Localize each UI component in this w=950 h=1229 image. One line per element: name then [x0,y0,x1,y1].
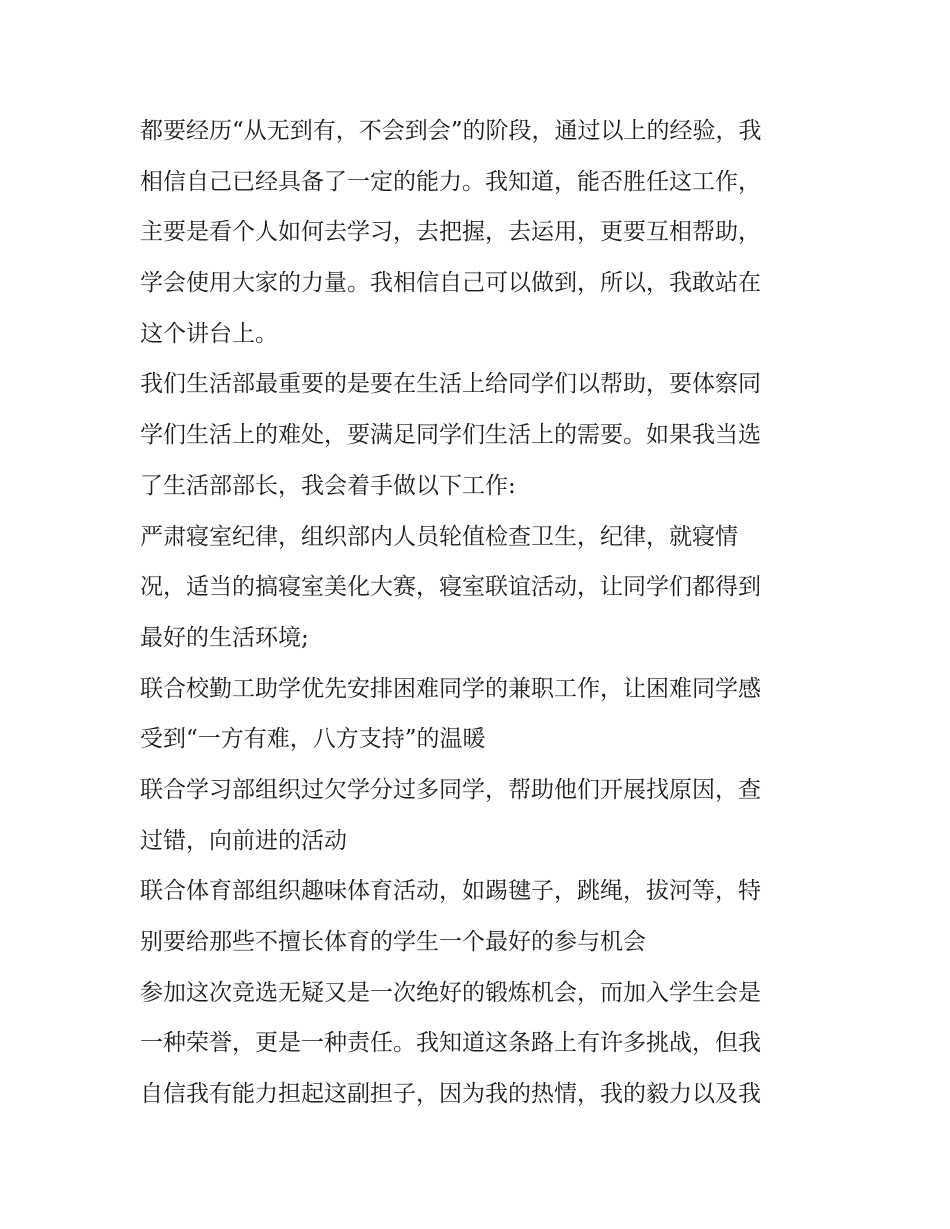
text-line: 这个讲台上。 [140,320,278,347]
text-line: 学会使用大家的力量。我相信自己可以做到，所以，我敢站在 [140,270,761,297]
body-text [140,106,812,1120]
text-line: 我们生活部最重要的是要在生活上给同学们以帮助，要体察同 [140,371,761,398]
text-line: 参加这次竞选无疑又是一次绝好的锻炼机会，而加入学生会是 [140,979,761,1006]
text-line: 自信我有能力担起这副担子，因为我的热情，我的毅力以及我 [140,1081,761,1108]
text-line: 况，适当的搞寝室美化大赛，寝室联谊活动，让同学们都得到 [140,574,761,601]
text-line: 联合校勤工助学优先安排困难同学的兼职工作，让困难同学感 [140,675,761,702]
text-line: 过错，向前进的活动 [140,827,347,854]
text-line: 相信自己已经具备了一定的能力。我知道，能否胜任这工作， [140,168,761,195]
text-line: 了生活部部长，我会着手做以下工作: [140,472,516,499]
text-line: 受到“一方有难，八方支持”的温暖 [140,726,486,753]
text-line: 都要经历“从无到有，不会到会”的阶段，通过以上的经验，我 [140,118,762,144]
text-line: 联合学习部组织过欠学分过多同学，帮助他们开展找原因，查 [140,776,761,803]
text-line: 一种荣誉，更是一种责任。我知道这条路上有许多挑战，但我 [140,1030,761,1057]
text-line: 严肃寝室纪律，组织部内人员轮值检查卫生，纪律，就寝情 [140,523,738,550]
text-line: 主要是看个人如何去学习，去把握，去运用，更要互相帮助， [140,219,761,246]
text-line: 学们生活上的难处，要满足同学们生活上的需要。如果我当选 [140,422,761,449]
text-line: 最好的生活环境; [140,624,309,651]
text-line: 联合体育部组织趣味体育活动，如踢毽子，跳绳，拔河等，特 [140,878,761,905]
text-line: 别要给那些不擅长体育的学生一个最好的参与机会 [140,929,646,955]
